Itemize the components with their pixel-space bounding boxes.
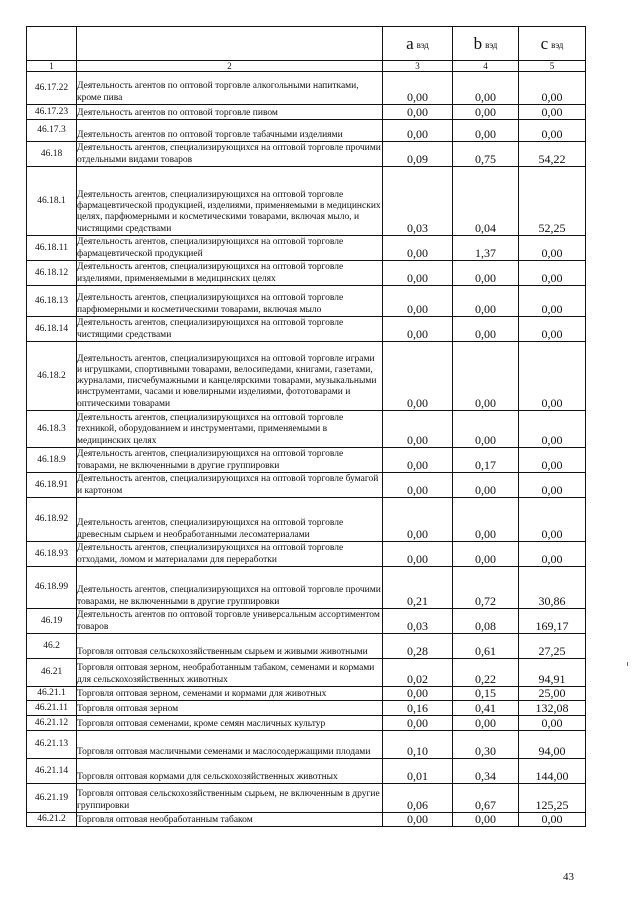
value-b: 0,30 <box>453 731 519 759</box>
activity-name: Деятельность агентов по оптовой торговле табачными изделиями <box>77 120 383 142</box>
value-b: 0,00 <box>453 261 519 286</box>
activity-code: 46.18.92 <box>27 498 77 542</box>
value-a: 0,00 <box>383 448 453 473</box>
value-b: 0,15 <box>453 687 519 701</box>
activity-code: 46.18.91 <box>27 473 77 498</box>
value-c: 27,25 <box>519 634 586 659</box>
table-row <box>27 659 586 687</box>
table-row <box>27 716 586 731</box>
value-c: 0,00 <box>519 411 586 448</box>
value-c: 0,00 <box>519 72 586 105</box>
value-c: 0,00 <box>519 342 586 411</box>
activity-name: Торговля оптовая необработанным табаком <box>77 813 383 827</box>
value-c: 125,25 <box>519 784 586 813</box>
value-a: 0,03 <box>383 609 453 634</box>
value-a: 0,00 <box>383 473 453 498</box>
column-number: 2 <box>77 61 383 72</box>
header-row <box>27 27 586 61</box>
table-row <box>27 759 586 784</box>
value-c: 0,00 <box>519 498 586 542</box>
value-a: 0,02 <box>383 659 453 687</box>
value-b: 0,61 <box>453 634 519 659</box>
value-a: 0,28 <box>383 634 453 659</box>
activity-code: 46.21.13 <box>27 731 77 759</box>
header-name <box>77 27 383 61</box>
activity-name: Деятельность агентов, специализирующихся на оптовой торговле фармацевтической продукцией <box>77 236 383 261</box>
table-row <box>27 286 586 317</box>
table-row <box>27 120 586 142</box>
activity-code: 46.18.1 <box>27 167 77 236</box>
value-c: 0,00 <box>519 236 586 261</box>
activity-name: Деятельность агентов по оптовой торговле алкогольными напитками, кроме пива <box>77 72 383 105</box>
margin-mark <box>627 662 628 666</box>
activity-code: 46.18.14 <box>27 317 77 342</box>
value-b: 0,00 <box>453 716 519 731</box>
value-c: 144,00 <box>519 759 586 784</box>
column-number: 4 <box>453 61 519 72</box>
activity-code: 46.2 <box>27 634 77 659</box>
table-row <box>27 701 586 716</box>
activity-code: 46.21.2 <box>27 813 77 827</box>
value-a: 0,00 <box>383 542 453 567</box>
table-row <box>27 687 586 701</box>
value-a: 0,06 <box>383 784 453 813</box>
value-a: 0,00 <box>383 813 453 827</box>
activity-name: Торговля оптовая семенами, кроме семян масличных культур <box>77 716 383 731</box>
activity-name: Деятельность агентов по оптовой торговле универсальным ассортиментом товаров <box>77 609 383 634</box>
activity-name: Торговля оптовая зерном, необработанным табаком, семенами и кормами для сельскохозяйственных животных <box>77 659 383 687</box>
activity-name: Торговля оптовая сельскохозяйственным сырьем и живыми животными <box>77 634 383 659</box>
value-c: 0,00 <box>519 105 586 120</box>
value-c: 0,00 <box>519 261 586 286</box>
value-a: 0,10 <box>383 731 453 759</box>
activity-code: 46.18.3 <box>27 411 77 448</box>
value-b: 0,34 <box>453 759 519 784</box>
activity-code: 46.17.22 <box>27 72 77 105</box>
table-row <box>27 731 586 759</box>
table-row <box>27 72 586 105</box>
activity-code: 46.21.19 <box>27 784 77 813</box>
value-c: 25,00 <box>519 687 586 701</box>
value-b: 0,00 <box>453 105 519 120</box>
activity-name: Деятельность агентов, специализирующихся на оптовой торговле чистящими средствами <box>77 317 383 342</box>
activity-name: Деятельность агентов, специализирующихся на оптовой торговле техникой, оборудованием и инструментами, применяемыми в медицинских целях <box>77 411 383 448</box>
value-a: 0,03 <box>383 167 453 236</box>
table-row <box>27 142 586 167</box>
activity-name: Деятельность агентов, специализирующихся на оптовой торговле изделиями, применяемыми в медицинских целях <box>77 261 383 286</box>
table-row <box>27 634 586 659</box>
activity-name: Торговля оптовая кормами для сельскохозяйственных животных <box>77 759 383 784</box>
activity-name: Деятельность агентов, специализирующихся на оптовой торговле бумагой и картоном <box>77 473 383 498</box>
value-a: 0,00 <box>383 498 453 542</box>
value-c: 0,00 <box>519 813 586 827</box>
value-b: 0,00 <box>453 813 519 827</box>
value-b: 0,22 <box>453 659 519 687</box>
activity-name: Деятельность агентов, специализирующихся на оптовой торговле прочими товарами, не включенными в другие группировки <box>77 567 383 609</box>
value-a: 0,01 <box>383 759 453 784</box>
value-a: 0,00 <box>383 411 453 448</box>
table-row <box>27 609 586 634</box>
value-b: 0,08 <box>453 609 519 634</box>
activity-name: Торговля оптовая сельскохозяйственным сырьем, не включенным в другие группировки <box>77 784 383 813</box>
activity-code: 46.21.14 <box>27 759 77 784</box>
table-row <box>27 448 586 473</box>
header-code <box>27 27 77 61</box>
table-row <box>27 317 586 342</box>
column-number: 5 <box>519 61 586 72</box>
activity-code: 46.18.13 <box>27 286 77 317</box>
activity-name: Деятельность агентов, специализирующихся на оптовой торговле играми и игрушками, спортивными товарами, велосипедами, книгами, газетами, журналами, писчебумажными и канцелярскими товарами, музыкальными инструментами, часами и ювелирными изделиями, фототоварами и оптическими товарами <box>77 342 383 411</box>
value-c: 0,00 <box>519 542 586 567</box>
value-b: 0,00 <box>453 317 519 342</box>
value-c: 94,91 <box>519 659 586 687</box>
value-a: 0,16 <box>383 701 453 716</box>
table-row <box>27 105 586 120</box>
value-a: 0,00 <box>383 342 453 411</box>
activity-code: 46.17.3 <box>27 120 77 142</box>
activity-code: 46.18.2 <box>27 342 77 411</box>
table-row <box>27 167 586 236</box>
table-row <box>27 473 586 498</box>
activity-name: Деятельность агентов, специализирующихся на оптовой торговле прочими отдельными видами товаров <box>77 143 381 165</box>
data-table <box>26 26 586 827</box>
activity-code: 46.17.23 <box>27 105 77 120</box>
value-b: 0,00 <box>453 286 519 317</box>
table-row <box>27 261 586 286</box>
value-c: 52,25 <box>519 167 586 236</box>
table-row <box>27 342 586 411</box>
column-numbering-row <box>27 61 586 72</box>
activity-name: Торговля оптовая зерном <box>77 701 383 716</box>
activity-name: Торговля оптовая зерном, семенами и кормами для животных <box>77 687 383 701</box>
header-b: b вэд <box>453 27 519 61</box>
table-row <box>27 498 586 542</box>
value-b: 1,37 <box>453 236 519 261</box>
value-c: 132,08 <box>519 701 586 716</box>
value-b: 0,00 <box>453 542 519 567</box>
value-c: 0,00 <box>519 120 586 142</box>
value-b: 0,00 <box>453 473 519 498</box>
page-number: 43 <box>563 871 574 883</box>
activity-code: 46.18 <box>27 142 77 167</box>
value-c: 0,00 <box>519 286 586 317</box>
value-c: 94,00 <box>519 731 586 759</box>
value-b: 0,41 <box>453 701 519 716</box>
value-a: 0,00 <box>383 105 453 120</box>
activity-name: Торговля оптовая масличными семенами и маслосодержащими плодами <box>77 731 383 759</box>
value-b: 0,00 <box>453 72 519 105</box>
table-row <box>27 236 586 261</box>
value-a: 0,00 <box>383 286 453 317</box>
activity-code: 46.21 <box>27 659 77 687</box>
value-b: 0,17 <box>453 448 519 473</box>
activity-code: 46.18.99 <box>27 567 77 609</box>
table-row <box>27 411 586 448</box>
table-row <box>27 813 586 827</box>
value-a: 0,00 <box>383 120 453 142</box>
value-b: 0,67 <box>453 784 519 813</box>
value-c: 0,00 <box>519 473 586 498</box>
value-b: 0,04 <box>453 167 519 236</box>
value-b: 0,00 <box>453 342 519 411</box>
value-c: 30,86 <box>519 567 586 609</box>
value-a: 0,00 <box>383 317 453 342</box>
value-c: 54,22 <box>519 142 586 167</box>
activity-name: Деятельность агентов, специализирующихся на оптовой торговле отходами, ломом и материалами для переработки <box>77 542 383 567</box>
value-b: 0,75 <box>453 142 519 167</box>
column-number: 1 <box>27 61 77 72</box>
value-b: 0,00 <box>453 120 519 142</box>
value-a: 0,00 <box>383 716 453 731</box>
activity-name: Деятельность агентов, специализирующихся на оптовой торговле парфюмерными и косметическими товарами, включая мыло <box>77 286 383 317</box>
header-c: c вэд <box>519 27 586 61</box>
value-a: 0,00 <box>383 687 453 701</box>
header-a: a вэд <box>383 27 453 61</box>
activity-code: 46.18.12 <box>27 261 77 286</box>
value-b: 0,00 <box>453 411 519 448</box>
value-a: 0,09 <box>383 142 453 167</box>
activity-name: Деятельность агентов, специализирующихся на оптовой торговле товарами, не включенными в другие группировки <box>77 448 383 473</box>
value-c: 0,00 <box>519 448 586 473</box>
value-a: 0,00 <box>383 236 453 261</box>
value-b: 0,72 <box>453 567 519 609</box>
activity-code: 46.18.9 <box>27 448 77 473</box>
value-a: 0,21 <box>383 567 453 609</box>
activity-code: 46.18.93 <box>27 542 77 567</box>
activity-name: Деятельность агентов, специализирующихся на оптовой торговле древесным сырьем и необработанными лесоматериалами <box>77 498 383 542</box>
value-b: 0,00 <box>453 498 519 542</box>
table-body <box>27 72 586 827</box>
value-a: 0,00 <box>383 72 453 105</box>
table-row <box>27 784 586 813</box>
table-row <box>27 567 586 609</box>
activity-code: 46.18.11 <box>27 236 77 261</box>
value-c: 0,00 <box>519 716 586 731</box>
table-row <box>27 542 586 567</box>
column-number: 3 <box>383 61 453 72</box>
activity-name: Деятельность агентов по оптовой торговле пивом <box>77 105 383 120</box>
value-a: 0,00 <box>383 261 453 286</box>
activity-code: 46.21.11 <box>27 701 77 716</box>
activity-code: 46.21.12 <box>27 716 77 731</box>
activity-name: Деятельность агентов, специализирующихся на оптовой торговле фармацевтической продукцией, изделиями, применяемыми в медицинских целях, парфюмерными и косметическими товарами, включая мыло, и чистящими средствами <box>77 167 383 236</box>
value-c: 0,00 <box>519 317 586 342</box>
activity-code: 46.19 <box>27 609 77 634</box>
activity-code: 46.21.1 <box>27 687 77 701</box>
value-c: 169,17 <box>519 609 586 634</box>
